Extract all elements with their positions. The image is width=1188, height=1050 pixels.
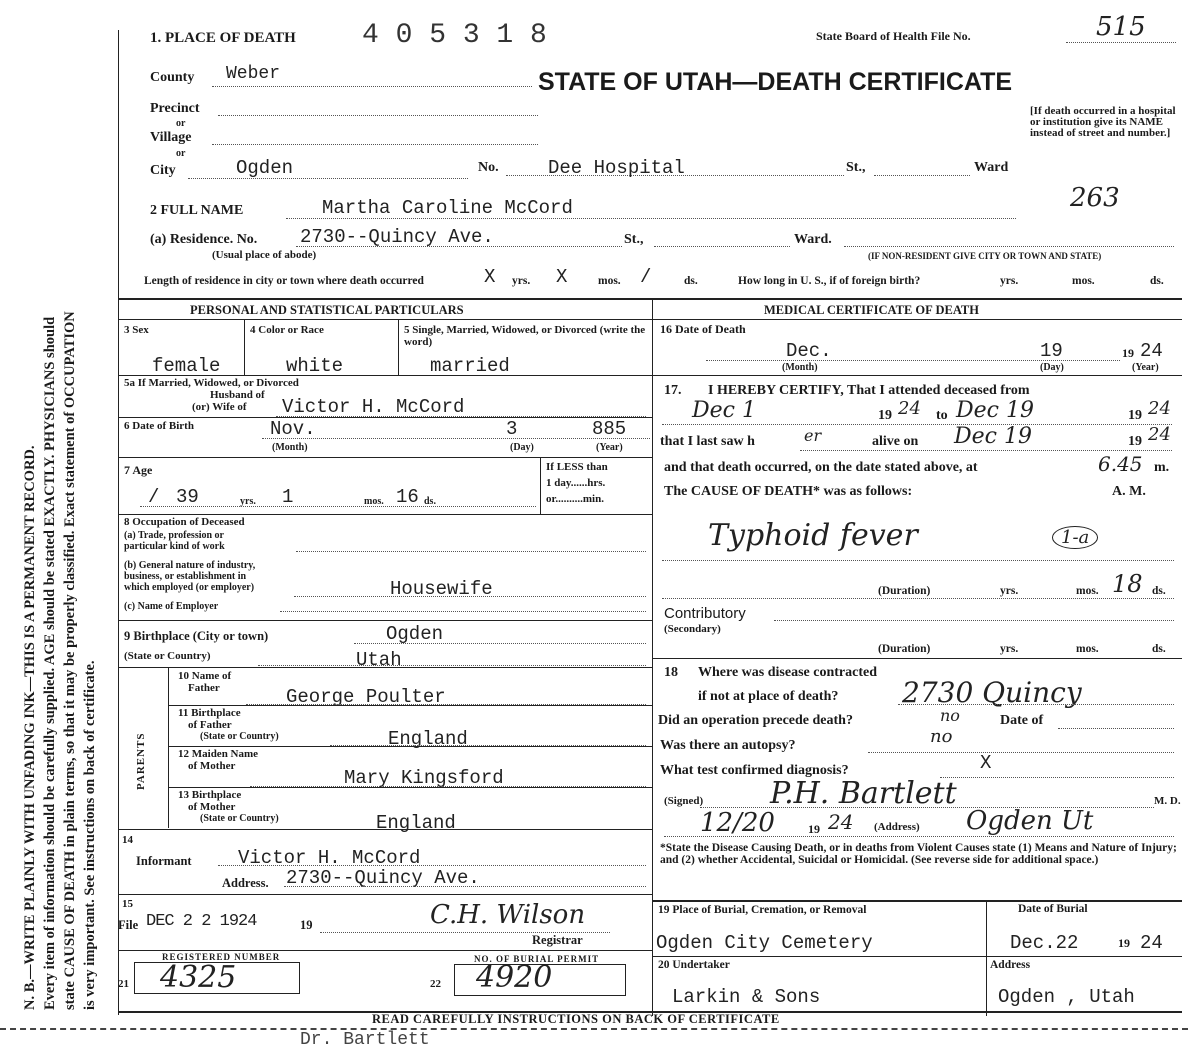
- marital-label: 5 Single, Married, Widowed, or Divorced (write the word): [404, 324, 646, 348]
- burial-place-value: Ogden City Cemetery: [656, 932, 873, 954]
- registered-label: REGISTERED NUMBER: [162, 952, 281, 962]
- side-note-4: is very important. See instructions on back of certificate.: [82, 660, 98, 1010]
- length-mos-mark: X: [556, 266, 568, 288]
- dod-month: Dec.: [786, 340, 832, 362]
- filed-label: File: [118, 918, 139, 932]
- mother-bp-label-2: of Mother: [188, 801, 236, 813]
- burial-place-label: 19 Place of Burial, Cremation, or Removal: [658, 904, 867, 916]
- cause-text: The CAUSE OF DEATH* was as follows:: [664, 484, 913, 499]
- certificate-title: STATE OF UTAH—DEATH CERTIFICATE: [538, 68, 1013, 96]
- burial-year: 24: [1140, 932, 1163, 954]
- last-saw-1: that I last saw h: [660, 434, 755, 449]
- dob-label: 6 Date of Birth: [124, 420, 194, 432]
- dod-day-caption: (Day): [1040, 362, 1064, 373]
- occurred-text: and that death occurred, on the date stated above, at: [664, 460, 978, 475]
- residence-label: (a) Residence. No.: [150, 232, 258, 247]
- birthplace-label: 9 Birthplace (City or town): [124, 629, 269, 643]
- undertaker-value: Larkin & Sons: [672, 986, 821, 1008]
- usual-place: (Usual place of abode): [212, 249, 317, 261]
- last-saw-year: 24: [1148, 424, 1171, 445]
- spouse-label-1: 5a If Married, Widowed, or Divorced: [124, 377, 299, 389]
- dob-month: Nov.: [270, 418, 316, 440]
- signed-year: 24: [828, 810, 854, 834]
- contracted-no: 18: [664, 665, 678, 680]
- undertaker-label: 20 Undertaker: [658, 959, 730, 971]
- less-label-1: If LESS than: [546, 461, 608, 473]
- length-yrs-mark: X: [484, 266, 496, 288]
- dur-mos-2: mos.: [1076, 643, 1099, 655]
- dod-label: 16 Date of Death: [660, 322, 746, 336]
- certify-text: I HEREBY CERTIFY, That I attended deceased from: [708, 383, 1030, 398]
- age-label: 7 Age: [124, 463, 153, 477]
- age-yrs-value: 39: [176, 486, 199, 508]
- dob-month-caption: (Month): [272, 442, 308, 453]
- undertaker-address-label: Address: [990, 959, 1031, 971]
- birthplace-state: Utah: [356, 649, 402, 671]
- residence-st-label: St.,: [624, 232, 644, 247]
- length-mos: mos.: [598, 275, 621, 287]
- length-ds-mark: /: [640, 266, 652, 288]
- age-yrs-label: yrs.: [240, 496, 256, 507]
- color-value: white: [286, 355, 344, 377]
- undertaker-address: Ogden , Utah: [998, 986, 1135, 1008]
- informant-address: 2730--Quincy Ave.: [286, 867, 480, 889]
- occupation-value: Housewife: [390, 578, 493, 600]
- informant-label: Informant: [136, 854, 192, 868]
- age-mark: /: [148, 486, 160, 508]
- last-saw-date: Dec 19: [954, 424, 1032, 449]
- mother-value: Mary Kingsford: [344, 767, 504, 789]
- filed-no: 15: [122, 898, 133, 910]
- county-value: Weber: [226, 64, 281, 84]
- death-time: 6.45: [1098, 452, 1143, 476]
- from-year: 24: [898, 398, 921, 419]
- personal-heading: PERSONAL AND STATISTICAL PARTICULARS: [190, 303, 464, 317]
- city-value: Ogden: [236, 157, 294, 179]
- signed-date: 12/20: [700, 808, 775, 838]
- md-label: M. D.: [1154, 795, 1181, 807]
- county-label: County: [150, 70, 195, 85]
- address-label: (Address): [874, 821, 920, 833]
- certify-no: 17.: [664, 383, 682, 398]
- occ-b-1: (b) General nature of industry,: [124, 560, 256, 571]
- spouse-value: Victor H. McCord: [282, 396, 465, 418]
- side-note-2: Every item of information should be carefully supplied. AGE should be stated EXACTLY. PHYSICIANS should: [42, 316, 58, 1010]
- medical-footnote: *State the Disease Causing Death, or in deaths from Violent Causes state (1) Means and Nature of Injury; and (2) whether Accidental, Suicidal or Homicidal. (See reverse side for additional space.): [660, 842, 1177, 866]
- registrar-label: Registrar: [532, 933, 583, 947]
- burial-permit-label: NO. OF BURIAL PERMIT: [474, 954, 600, 964]
- nonresident-note: (IF NON-RESIDENT GIVE CITY OR TOWN AND STATE): [868, 251, 1102, 261]
- burial-date-value: Dec.22: [1010, 932, 1079, 954]
- mother-bp-value: England: [376, 812, 456, 834]
- contracted-label-2: if not at place of death?: [698, 689, 839, 704]
- contributory-label: Contributory: [664, 605, 746, 622]
- contracted-label: Where was disease contracted: [698, 665, 877, 680]
- mother-label-2: of Mother: [188, 760, 236, 772]
- filed-date: DEC 2 2 1924: [146, 912, 257, 931]
- to-year-prefix: 19: [1128, 408, 1142, 423]
- test-label: What test confirmed diagnosis?: [660, 763, 849, 778]
- from-date: Dec 1: [692, 398, 756, 423]
- occ-b-3: which employed (or employer): [124, 582, 255, 593]
- am-label: A. M.: [1112, 484, 1146, 499]
- registrar-signature: C.H. Wilson: [430, 900, 586, 930]
- certificate-number: 4 0 5 3 1 8: [362, 20, 547, 51]
- autopsy-value: no: [930, 726, 953, 747]
- last-saw-her: er: [804, 426, 822, 445]
- to-year: 24: [1148, 398, 1171, 419]
- dur-mos-value: 18: [1112, 570, 1143, 598]
- place-st-label: St.,: [846, 160, 866, 175]
- cause-value: Typhoid fever: [708, 518, 918, 553]
- footer-instructions: READ CAREFULLY INSTRUCTIONS ON BACK OF CERTIFICATE: [372, 1012, 780, 1026]
- precinct-label: Precinct: [150, 101, 200, 116]
- operation-value: no: [940, 706, 960, 725]
- duration-label: (Duration): [878, 585, 931, 597]
- full-name-value: Martha Caroline McCord: [322, 197, 573, 219]
- secondary-label: (Secondary): [664, 623, 721, 635]
- father-value: George Poulter: [286, 686, 446, 708]
- dod-month-caption: (Month): [782, 362, 818, 373]
- mother-bp-label-3: (State or Country): [200, 813, 279, 824]
- autopsy-label: Was there an autopsy?: [660, 738, 796, 753]
- dob-year: 885: [592, 418, 627, 440]
- no-label: No.: [478, 160, 499, 175]
- place-of-death-label: 1. PLACE OF DEATH: [150, 30, 296, 46]
- dod-day: 19: [1040, 340, 1063, 362]
- place-ward-label: Ward: [974, 160, 1009, 175]
- physician-signature: P.H. Bartlett: [770, 776, 957, 811]
- dur-ds-2: ds.: [1152, 643, 1166, 655]
- less-label-2: 1 day......hrs.: [546, 477, 606, 489]
- or-2: or: [176, 148, 186, 159]
- contracted-value: 2730 Quincy: [902, 676, 1082, 709]
- full-name-label: 2 FULL NAME: [150, 203, 244, 218]
- father-bp-value: England: [388, 728, 468, 750]
- occ-c: (c) Name of Employer: [124, 601, 219, 612]
- burial-year-prefix: 19: [1118, 936, 1130, 950]
- dur-yrs: yrs.: [1000, 585, 1019, 597]
- footer-bottom-note: Dr. Bartlett: [300, 1030, 430, 1050]
- occ-a-2: particular kind of work: [124, 541, 225, 552]
- foreign-mos: mos.: [1072, 275, 1095, 287]
- signed-year-prefix: 19: [808, 822, 820, 836]
- hospital-value: Dee Hospital: [548, 157, 685, 179]
- burial-permit-number: 4920: [476, 960, 553, 995]
- dob-year-caption: (Year): [596, 442, 623, 453]
- physician-address: Ogden Ut: [966, 806, 1094, 836]
- center-divider: [652, 298, 653, 1016]
- occ-b-2: business, or establishment in: [124, 571, 247, 582]
- test-value: X: [980, 752, 992, 774]
- side-note-3: state CAUSE OF DEATH in plain terms, so that it may be properly classified. Exact statement of OCCUPATION: [62, 311, 78, 1010]
- length-label: Length of residence in city or town where death occurred: [144, 275, 424, 287]
- section-divider: [118, 298, 1182, 300]
- dur-yrs-2: yrs.: [1000, 643, 1019, 655]
- father-bp-label-2: of Father: [188, 719, 232, 731]
- age-ds-value: 16: [396, 486, 419, 508]
- hospital-note: [If death occurred in a hospital or institution give its NAME instead of street and number.]: [1030, 105, 1176, 139]
- occupation-label: 8 Occupation of Deceased: [124, 516, 245, 528]
- last-saw-year-prefix: 19: [1128, 434, 1142, 449]
- less-label-3: or..........min.: [546, 493, 604, 505]
- dod-year-caption: (Year): [1132, 362, 1159, 373]
- dur-mos: mos.: [1076, 585, 1099, 597]
- burial-date-label: Date of Burial: [1018, 903, 1088, 915]
- medical-heading: MEDICAL CERTIFICATE OF DEATH: [764, 303, 979, 317]
- informant-value: Victor H. McCord: [238, 847, 421, 869]
- dob-day: 3: [506, 418, 518, 440]
- residence-ward-label: Ward.: [794, 232, 832, 247]
- spouse-label-2: Husband of: [210, 389, 265, 401]
- residence-value: 2730--Quincy Ave.: [300, 226, 494, 248]
- field-22: 22: [430, 978, 441, 990]
- registered-extra: 263: [1070, 183, 1120, 213]
- filed-suffix: 19: [300, 918, 313, 932]
- side-note-1: N. B.—WRITE PLAINLY WITH UNFADING INK—THIS IS A PERMANENT RECORD.: [22, 445, 38, 1010]
- city-label: City: [150, 163, 176, 178]
- date-of-label: Date of: [1000, 713, 1044, 728]
- duration-label-2: (Duration): [878, 643, 931, 655]
- to-date: Dec 19: [956, 398, 1034, 423]
- sex-value: female: [152, 355, 221, 377]
- birthplace-city: Ogden: [386, 623, 444, 645]
- signed-label: (Signed): [664, 795, 704, 807]
- foreign-yrs: yrs.: [1000, 275, 1019, 287]
- from-year-prefix: 19: [878, 408, 892, 423]
- bottom-border: [0, 1028, 1188, 1030]
- file-no: 515: [1096, 12, 1146, 42]
- age-ds-label: ds.: [424, 496, 436, 507]
- spouse-label-3: (or) Wife of: [192, 401, 247, 413]
- dur-ds: ds.: [1152, 585, 1166, 597]
- cause-code: 1-a: [1052, 526, 1098, 549]
- father-bp-label-3: (State or Country): [200, 731, 279, 742]
- sex-label: 3 Sex: [124, 324, 149, 336]
- dod-year-prefix: 19: [1122, 346, 1134, 360]
- operation-label: Did an operation precede death?: [658, 713, 853, 728]
- birthplace-state-label: (State or Country): [124, 650, 211, 662]
- father-label-2: Father: [188, 682, 220, 694]
- informant-address-label: Address.: [222, 876, 269, 890]
- dob-day-caption: (Day): [510, 442, 534, 453]
- age-mos-value: 1: [282, 486, 294, 508]
- last-saw-2: alive on: [872, 434, 919, 449]
- marital-value: married: [430, 355, 510, 377]
- foreign-ds: ds.: [1150, 275, 1164, 287]
- occ-a-1: (a) Trade, profession or: [124, 530, 224, 541]
- informant-no: 14: [122, 834, 133, 846]
- parents-label: PARENTS: [135, 732, 147, 790]
- length-ds: ds.: [684, 275, 698, 287]
- length-yrs: yrs.: [512, 275, 531, 287]
- or-1: or: [176, 118, 186, 129]
- father-bp-label-1: 11 Birthplace: [178, 707, 241, 719]
- age-mos-label: mos.: [364, 496, 384, 507]
- father-label-1: 10 Name of: [178, 670, 232, 682]
- dod-year: 24: [1140, 340, 1163, 362]
- field-21: 21: [118, 978, 129, 990]
- mother-bp-label-1: 13 Birthplace: [178, 789, 242, 801]
- registered-number: 4325: [160, 960, 237, 995]
- village-label: Village: [150, 130, 192, 145]
- color-label: 4 Color or Race: [250, 324, 324, 336]
- file-no-label: State Board of Health File No.: [816, 29, 971, 43]
- mother-label-1: 12 Maiden Name: [178, 748, 259, 760]
- m-label: m.: [1154, 460, 1170, 475]
- left-border: [118, 30, 119, 1015]
- to-label: to: [936, 408, 948, 423]
- foreign-label: How long in U. S., if of foreign birth?: [738, 275, 921, 287]
